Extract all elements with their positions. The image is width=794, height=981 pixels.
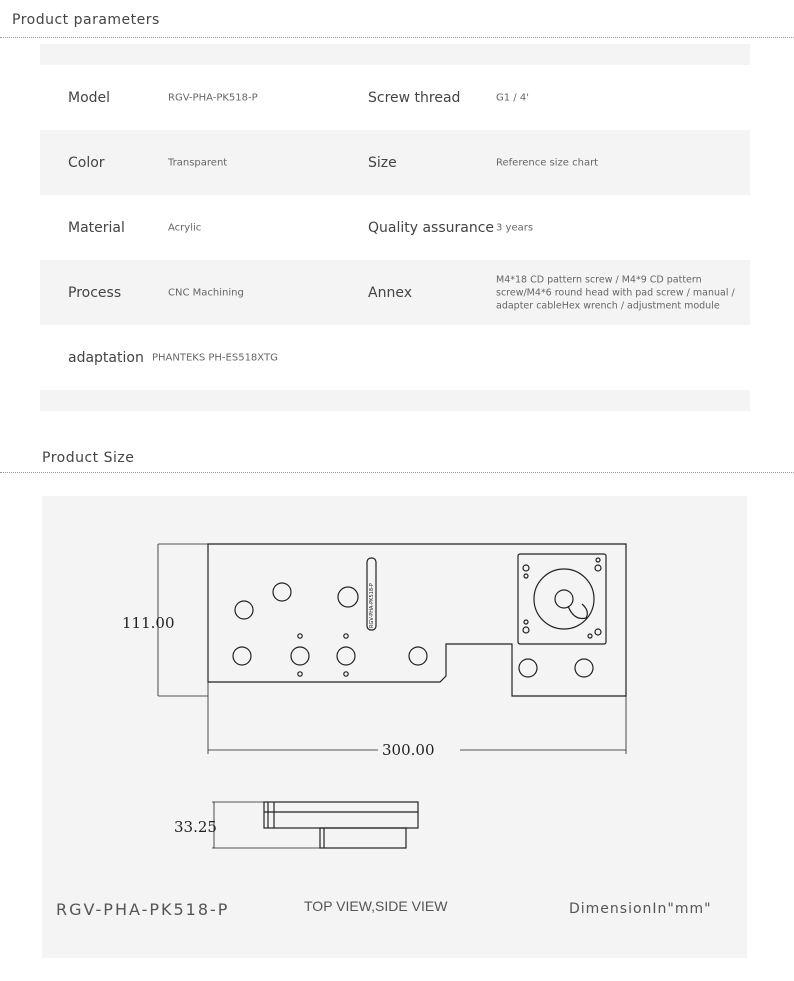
- params-section-divider: [0, 37, 794, 38]
- process-label: Process: [68, 284, 122, 301]
- model-label: Model: [68, 89, 111, 106]
- table-bottom-padding: [40, 390, 750, 411]
- color-label: Color: [68, 154, 105, 171]
- table-row: [40, 65, 750, 130]
- table-top-padding: [40, 44, 750, 65]
- table-row: [40, 130, 750, 195]
- engrave-text: RGV-PHA-PK518-P: [369, 583, 375, 628]
- technical-drawing: [42, 496, 747, 958]
- side-dimension-label: 33.25: [174, 818, 217, 836]
- parameters-table: [40, 44, 750, 411]
- width-dimension-label: 300.00: [382, 741, 435, 759]
- model-value: RGV-PHA-PK518-P: [168, 92, 258, 103]
- table-row: [40, 325, 750, 390]
- size-label: Size: [368, 154, 397, 171]
- plate-outline: [208, 544, 626, 696]
- adaptation-value: PHANTEKS PH-ES518XTG: [152, 352, 278, 363]
- adaptation-label: adaptation: [68, 349, 144, 366]
- params-section-title: Product parameters: [12, 12, 160, 28]
- unit-caption: DimensionIn"mm": [569, 901, 712, 917]
- model-caption: RGV-PHA-PK518-P: [56, 900, 230, 919]
- height-dimension-label: 111.00: [122, 614, 175, 632]
- quality-assurance-label: Quality assurance: [368, 219, 495, 236]
- size-value: Reference size chart: [496, 157, 599, 168]
- table-row: [40, 195, 750, 260]
- process-value: CNC Machining: [168, 287, 244, 298]
- size-section-title: Product Size: [42, 450, 135, 466]
- technical-drawing-panel: [42, 496, 747, 958]
- material-value: Acrylic: [168, 222, 202, 233]
- screw-thread-label: Screw thread: [368, 89, 461, 106]
- screw-thread-value: G1 / 4': [496, 92, 529, 103]
- annex-value: M4*18 CD pattern screw / M4*9 CD pattern screw/M4*6 round head with pad screw / manual / adapter cableHex wrench / adjustment module: [496, 274, 735, 311]
- material-label: Material: [68, 219, 125, 236]
- table-row: [40, 260, 750, 325]
- view-caption: TOP VIEW,SIDE VIEW: [304, 898, 448, 914]
- annex-label: Annex: [368, 284, 412, 301]
- color-value: Transparent: [168, 157, 228, 168]
- quality-assurance-value: 3 years: [496, 222, 534, 233]
- size-section-divider: [0, 472, 794, 473]
